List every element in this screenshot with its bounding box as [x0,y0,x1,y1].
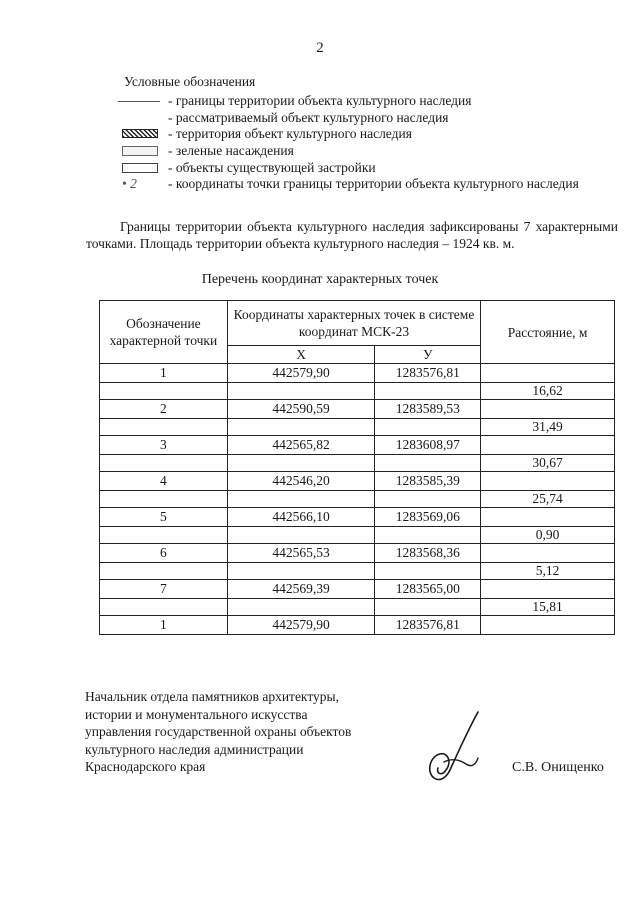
legend-item-buildings [108,159,628,176]
distance-blank [481,508,615,527]
blank-cell [227,563,375,580]
coord-y: 1283565,00 [375,580,481,599]
table-row [100,364,615,383]
legend-item-object [108,110,628,127]
distance-value: 5,12 [481,563,615,580]
blank-cell [227,527,375,544]
distance-value: 16,62 [481,383,615,400]
coord-x: 442569,39 [227,580,375,599]
legend-item-text: - координаты точки границы территории объекта культурного наследия [168,176,579,192]
legend-item-text: - границы территории объекта культурного наследия [168,93,472,109]
blank-cell [100,599,228,616]
coord-x: 442579,90 [227,616,375,635]
legend [108,93,628,193]
legend-title: Условные обозначения [124,74,256,89]
page-number: 2 [316,40,324,56]
signer-position-line: Краснодарского края [85,759,206,774]
signer-name: С.В. Онищенко [512,760,604,775]
legend-item-text: - рассматриваемый объект культурного наследия [168,109,449,125]
blank-cell [100,491,228,508]
coord-x: 442566,10 [227,508,375,527]
line-icon [108,94,164,108]
distance-blank [481,580,615,599]
distance-row [100,419,615,436]
coord-x: 442546,20 [227,472,375,491]
blank-cell [375,455,481,472]
blank-cell [375,563,481,580]
coord-x: 442565,82 [227,436,375,455]
table-row [100,544,615,563]
blank-cell [227,455,375,472]
blank-cell [100,455,228,472]
header-distance: Расстояние, м [481,301,615,364]
header-y: У [375,346,481,364]
green-rect-icon [108,144,164,158]
point-designation: 6 [100,544,228,563]
coordinates-table [99,300,615,635]
distance-blank [481,616,615,635]
point-designation: 5 [100,508,228,527]
blank-cell [100,563,228,580]
legend-item-boundary [108,93,628,110]
distance-blank [481,472,615,491]
distance-value: 0,90 [481,527,615,544]
point-designation: 2 [100,400,228,419]
distance-blank [481,436,615,455]
distance-blank [481,544,615,563]
coord-x: 442579,90 [227,364,375,383]
blank-cell [100,527,228,544]
table-row [100,436,615,455]
coord-y: 1283576,81 [375,364,481,383]
table-row [100,400,615,419]
coord-y: 1283568,36 [375,544,481,563]
blank-cell [375,383,481,400]
signer-position-line: истории и монументального искусства [85,706,308,722]
distance-value: 15,81 [481,599,615,616]
header-designation: Обозначение характерной точки [100,301,228,364]
header-x: X [227,346,375,364]
blank-icon [108,111,164,125]
blank-cell [227,491,375,508]
table-row [100,508,615,527]
coord-x: 442565,53 [227,544,375,563]
point-designation: 3 [100,436,228,455]
coord-y: 1283569,06 [375,508,481,527]
distance-row [100,599,615,616]
distance-row [100,455,615,472]
table-row [100,472,615,491]
signer-position-line: управления государственной охраны объектов [85,724,352,739]
point-designation: 7 [100,580,228,599]
point-designation: 4 [100,472,228,491]
coord-y: 1283585,39 [375,472,481,491]
signature-icon [416,708,506,788]
blank-cell [375,527,481,544]
legend-item-text: - территория объект культурного наследия [168,126,412,142]
point-marker-icon: • 2 [122,176,137,192]
signer-position [85,688,405,776]
legend-item-territory [108,126,628,143]
crosshatch-icon [108,127,164,141]
table-row [100,580,615,599]
coord-y: 1283608,97 [375,436,481,455]
table-caption: Перечень координат характерных точек [201,272,439,287]
legend-item-point [108,176,628,193]
legend-item-text: - объекты существующей застройки [168,159,376,175]
blank-cell [375,419,481,436]
blank-cell [375,599,481,616]
legend-item-text: - зеленые насаждения [168,143,294,159]
header-coordinates: Координаты характерных точек в системе координат МСК-23 [227,301,480,346]
distance-row [100,383,615,400]
table-row [100,616,615,635]
distance-row [100,563,615,580]
distance-row [100,527,615,544]
coord-y: 1283589,53 [375,400,481,419]
blank-cell [227,419,375,436]
blank-cell [100,383,228,400]
blank-cell [100,419,228,436]
point-designation: 1 [100,364,228,383]
distance-value: 25,74 [481,491,615,508]
blank-cell [375,491,481,508]
distance-value: 30,67 [481,455,615,472]
building-rect-icon [108,161,164,175]
boundary-description: Границы территории объекта культурного наследия зафиксированы 7 характерными точками. Площадь территории объекта культурного наследия – 1924 кв. м. [86,219,618,251]
distance-blank [481,364,615,383]
signer-position-line: Начальник отдела памятников архитектуры, [85,689,339,704]
distance-row [100,491,615,508]
legend-item-green [108,143,628,160]
point-designation: 1 [100,616,228,635]
signer-position-line: культурного наследия администрации [85,741,304,757]
blank-cell [227,599,375,616]
coord-y: 1283576,81 [375,616,481,635]
coord-x: 442590,59 [227,400,375,419]
blank-cell [227,383,375,400]
distance-blank [481,400,615,419]
distance-value: 31,49 [481,419,615,436]
